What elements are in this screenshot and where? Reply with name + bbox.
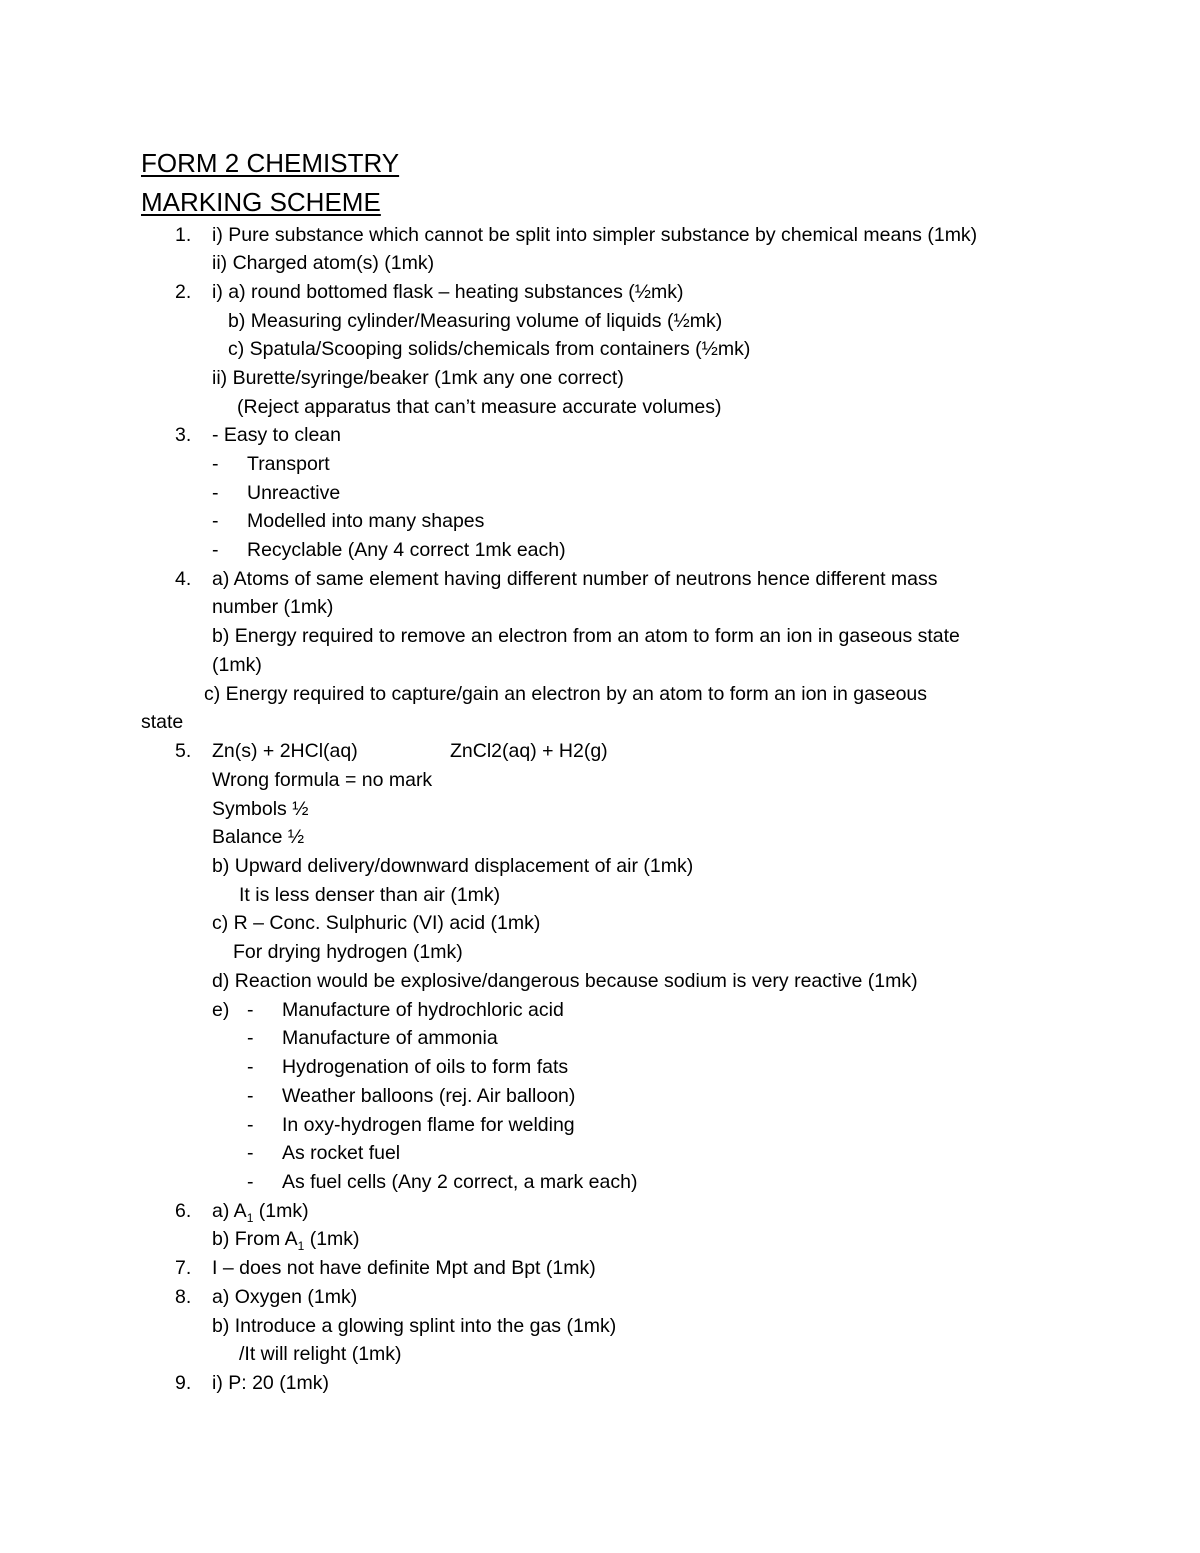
bullet-dash: - bbox=[212, 453, 219, 475]
answer-line: Balance ½ bbox=[212, 826, 305, 848]
answer-label: e) bbox=[212, 999, 230, 1021]
bullet-dash: - bbox=[247, 1171, 254, 1193]
question-number: 1. bbox=[175, 224, 192, 246]
answer-line: Symbols ½ bbox=[212, 798, 309, 820]
question-number: 3. bbox=[175, 424, 192, 446]
bullet-dash: - bbox=[247, 1142, 254, 1164]
bullet-dash: - bbox=[212, 482, 219, 504]
answer-line: a) Oxygen (1mk) bbox=[212, 1286, 358, 1308]
answer-line: i) Pure substance which cannot be split into simpler substance by chemical means (1mk) bbox=[212, 224, 978, 246]
page-title: FORM 2 CHEMISTRY bbox=[141, 148, 400, 178]
bullet-dash: - bbox=[247, 999, 254, 1021]
list-item: Modelled into many shapes bbox=[247, 510, 485, 532]
list-item: Weather balloons (rej. Air balloon) bbox=[282, 1085, 576, 1107]
list-item: Manufacture of hydrochloric acid bbox=[282, 999, 564, 1021]
answer-line bbox=[212, 1230, 360, 1252]
answer-line: state bbox=[141, 711, 184, 733]
subscript: 1 bbox=[246, 1210, 254, 1225]
answer-line: b) Measuring cylinder/Measuring volume of liquids (½mk) bbox=[228, 310, 723, 332]
list-item: Manufacture of ammonia bbox=[282, 1027, 498, 1049]
list-item: Unreactive bbox=[247, 482, 341, 504]
answer-line: (1mk) bbox=[212, 654, 262, 676]
list-item: Hydrogenation of oils to form fats bbox=[282, 1056, 569, 1078]
list-item: In oxy-hydrogen flame for welding bbox=[282, 1114, 575, 1136]
list-item: Recyclable (Any 4 correct 1mk each) bbox=[247, 539, 566, 561]
question-number: 4. bbox=[175, 568, 192, 590]
equation-reactants: Zn(s) + 2HCl(aq) bbox=[212, 740, 358, 762]
answer-line: ii) Charged atom(s) (1mk) bbox=[212, 252, 435, 274]
bullet-dash: - bbox=[247, 1085, 254, 1107]
answer-line: - Easy to clean bbox=[212, 424, 341, 446]
bullet-dash: - bbox=[212, 510, 219, 532]
answer-note: For drying hydrogen (1mk) bbox=[233, 941, 463, 963]
answer-line: ii) Burette/syringe/beaker (1mk any one correct) bbox=[212, 367, 624, 389]
answer-line: b) Introduce a glowing splint into the gas (1mk) bbox=[212, 1315, 617, 1337]
answer-note: (Reject apparatus that can’t measure accurate volumes) bbox=[237, 396, 722, 418]
answer-line: number (1mk) bbox=[212, 596, 334, 618]
answer-line: b) Upward delivery/downward displacement of air (1mk) bbox=[212, 855, 694, 877]
answer-line: i) P: 20 (1mk) bbox=[212, 1372, 330, 1394]
answer-line: c) Energy required to capture/gain an electron by an atom to form an ion in gaseous bbox=[204, 683, 928, 705]
answer-text: (1mk) bbox=[304, 1228, 360, 1250]
answer-line: I – does not have definite Mpt and Bpt (1mk) bbox=[212, 1257, 596, 1279]
page-subtitle: MARKING SCHEME bbox=[141, 187, 381, 217]
subscript: 1 bbox=[297, 1238, 305, 1253]
answer-line: i) a) round bottomed flask – heating substances (½mk) bbox=[212, 281, 684, 303]
answer-note: It is less denser than air (1mk) bbox=[239, 884, 501, 906]
equation-products: ZnCl2(aq) + H2(g) bbox=[450, 740, 608, 762]
answer-text: b) From A bbox=[212, 1228, 298, 1250]
bullet-dash: - bbox=[247, 1114, 254, 1136]
list-item: Transport bbox=[247, 453, 330, 475]
answer-line: Wrong formula = no mark bbox=[212, 769, 433, 791]
list-item: As rocket fuel bbox=[282, 1142, 401, 1164]
bullet-dash: - bbox=[247, 1056, 254, 1078]
answer-line: c) R – Conc. Sulphuric (VI) acid (1mk) bbox=[212, 912, 541, 934]
bullet-dash: - bbox=[212, 539, 219, 561]
answer-text: a) A bbox=[212, 1200, 247, 1222]
question-number: 9. bbox=[175, 1372, 192, 1394]
answer-line: d) Reaction would be explosive/dangerous because sodium is very reactive (1mk) bbox=[212, 970, 918, 992]
answer-line bbox=[212, 1202, 309, 1224]
answer-line: a) Atoms of same element having different number of neutrons hence different mass bbox=[212, 568, 938, 590]
list-item: As fuel cells (Any 2 correct, a mark each) bbox=[282, 1171, 638, 1193]
question-number: 7. bbox=[175, 1257, 192, 1279]
answer-note: /It will relight (1mk) bbox=[239, 1343, 402, 1365]
question-number: 2. bbox=[175, 281, 192, 303]
question-number: 6. bbox=[175, 1200, 192, 1222]
question-number: 5. bbox=[175, 740, 192, 762]
answer-text: (1mk) bbox=[253, 1200, 309, 1222]
question-number: 8. bbox=[175, 1286, 192, 1308]
answer-line: c) Spatula/Scooping solids/chemicals from containers (½mk) bbox=[228, 338, 751, 360]
bullet-dash: - bbox=[247, 1027, 254, 1049]
answer-line: b) Energy required to remove an electron from an atom to form an ion in gaseous state bbox=[212, 625, 960, 647]
